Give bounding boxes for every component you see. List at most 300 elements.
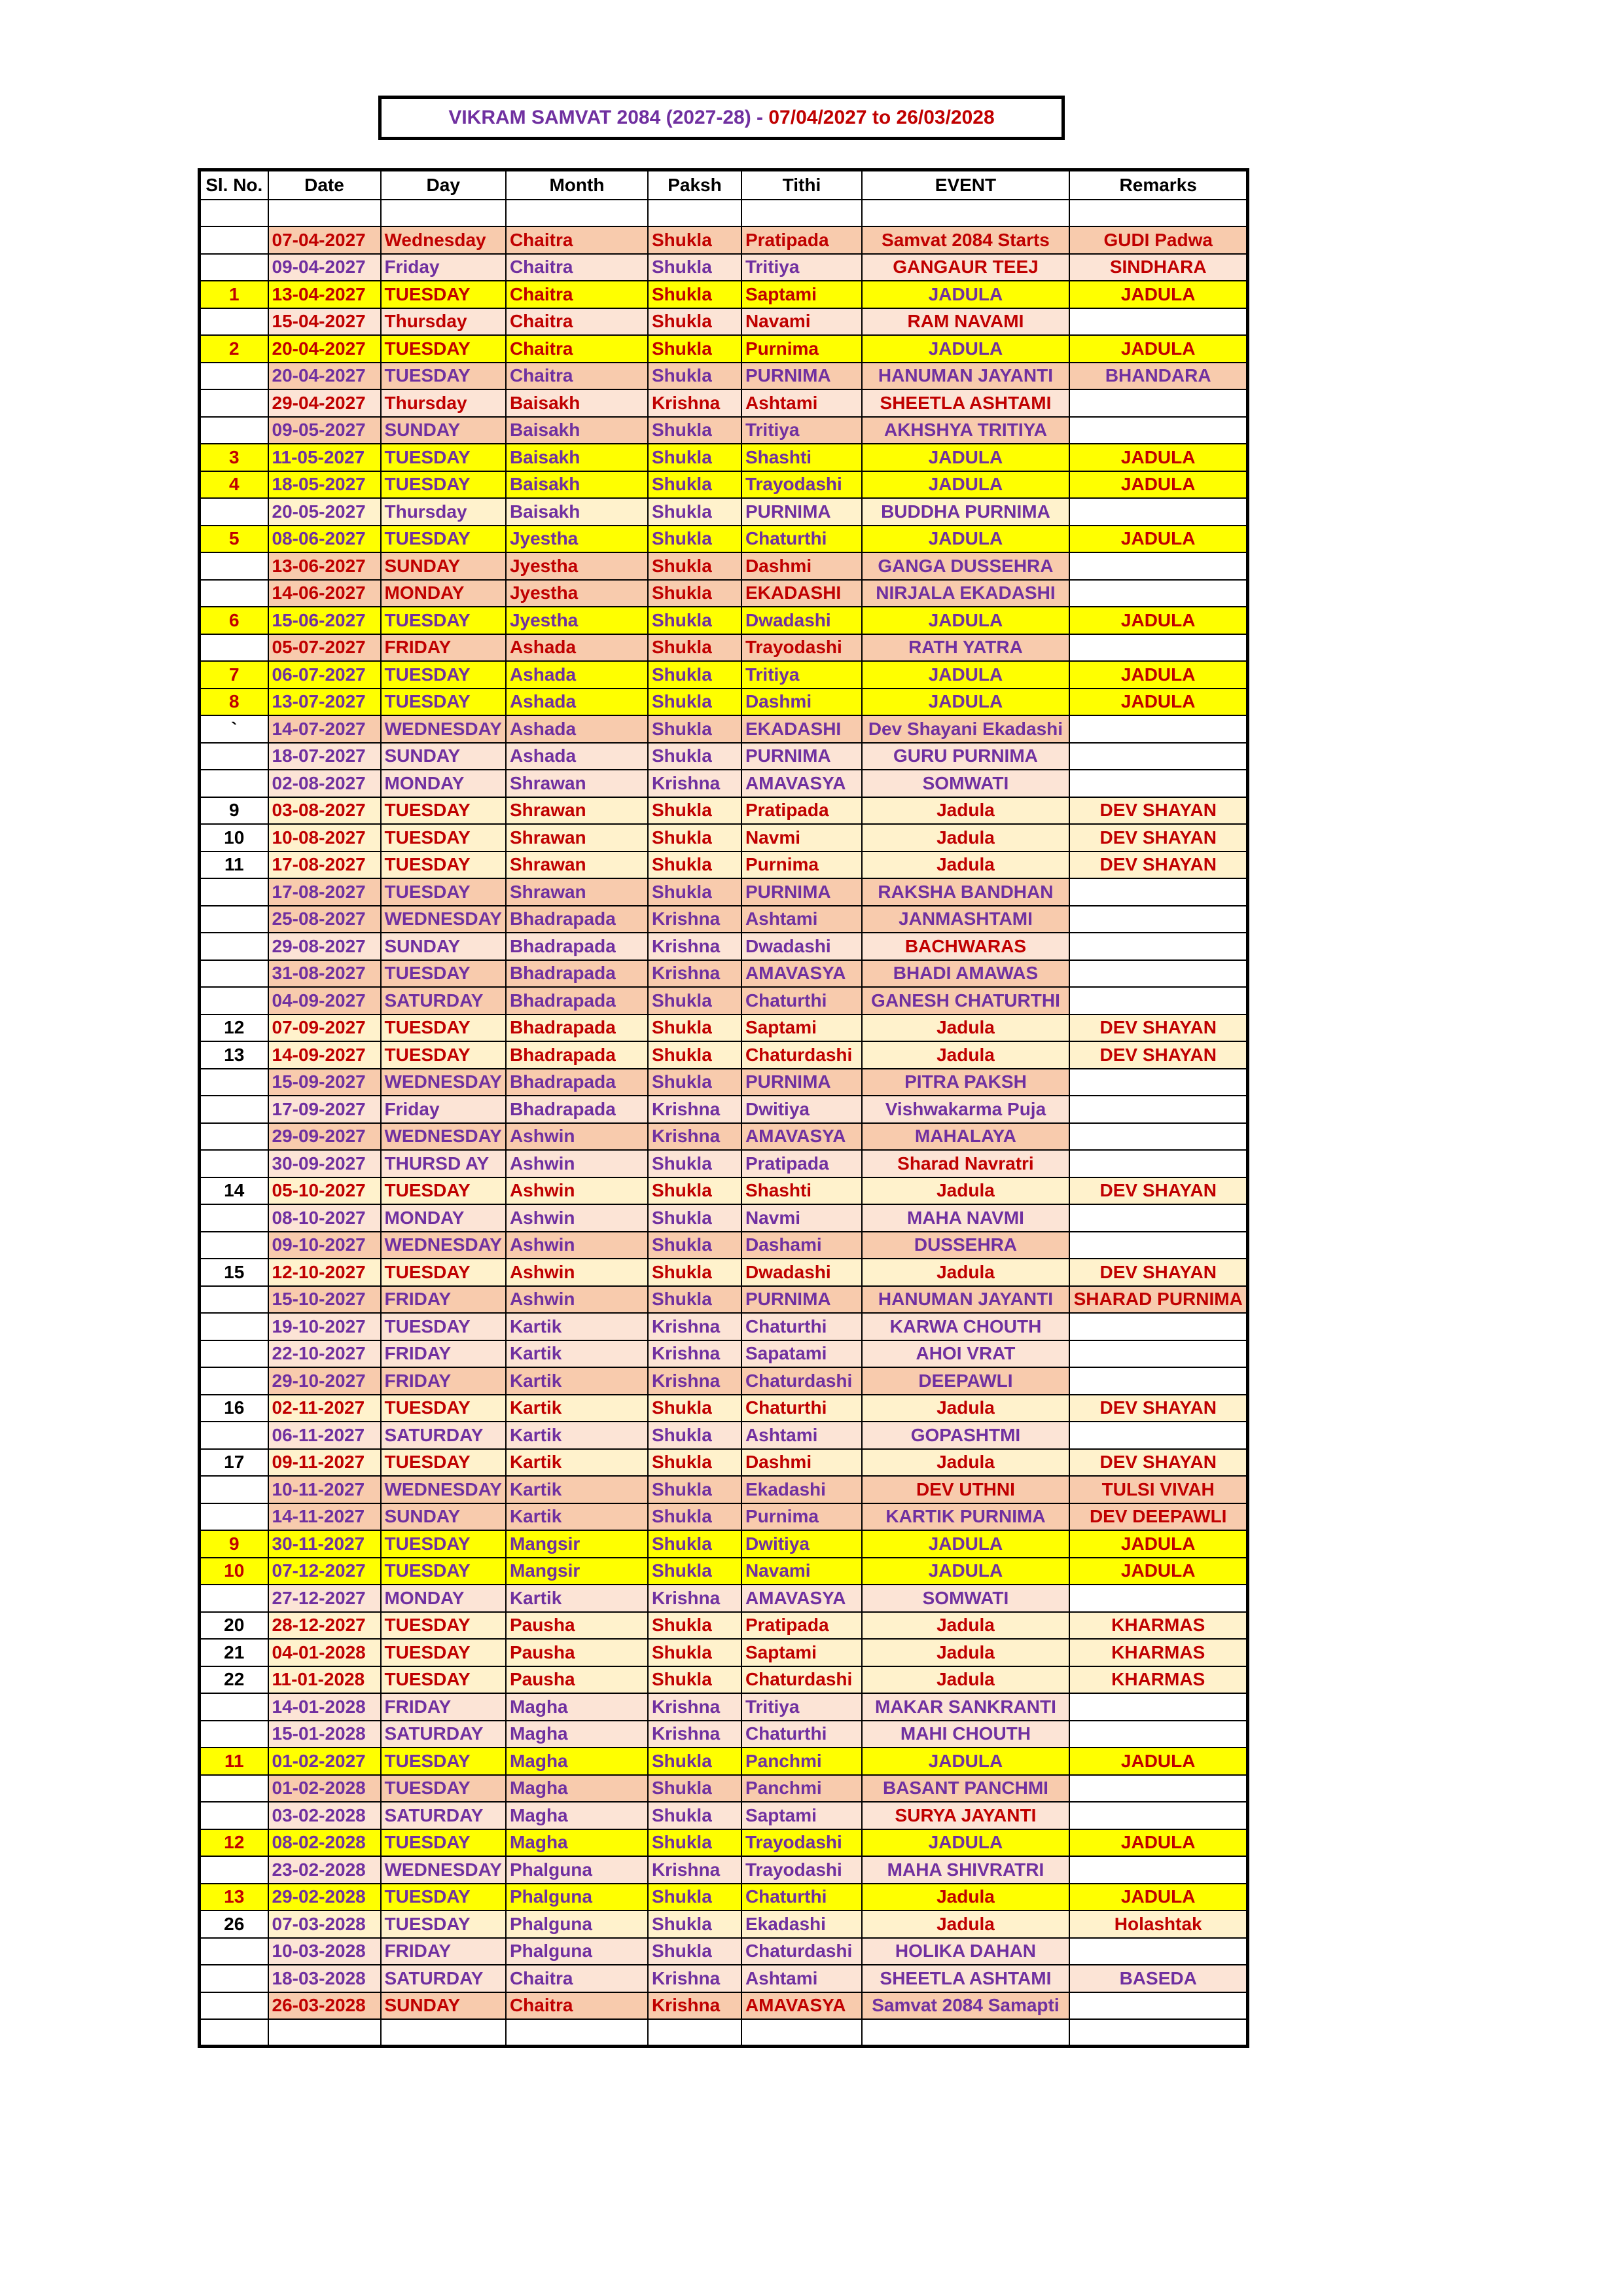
cell-paksh: Krishna	[648, 1313, 741, 1340]
cell-day: TUESDAY	[381, 444, 506, 471]
cell-event: DUSSEHRA	[862, 1232, 1069, 1259]
cell-event: Samvat 2084 Starts	[862, 226, 1069, 254]
cell-month: Magha	[506, 1721, 648, 1748]
cell-event: JADULA	[862, 444, 1069, 471]
cell-month: Baisakh	[506, 471, 648, 499]
cell-remarks: DEV SHAYAN	[1069, 1041, 1248, 1069]
cell-month: Ashwin	[506, 1259, 648, 1286]
table-row	[200, 1829, 1248, 1857]
cell-event: GANGAUR TEEJ	[862, 254, 1069, 281]
cell-sl-no	[200, 1123, 268, 1151]
cell-paksh: Shukla	[648, 1150, 741, 1177]
table-row	[200, 1340, 1248, 1368]
cell-tithi: PURNIMA	[741, 498, 862, 526]
cell-month: Bhadrapada	[506, 1069, 648, 1096]
cell-paksh: Shukla	[648, 526, 741, 553]
cell-paksh: Shukla	[648, 1476, 741, 1503]
table-row	[200, 1585, 1248, 1612]
cell-month: Mangsir	[506, 1530, 648, 1558]
cell-sl-no	[200, 1150, 268, 1177]
cell-paksh: Shukla	[648, 308, 741, 336]
cell-date: 09-11-2027	[268, 1449, 381, 1477]
table-row	[200, 1910, 1248, 1938]
cell-sl-no: 10	[200, 824, 268, 852]
cell-month: Bhadrapada	[506, 1096, 648, 1123]
cell-month: Shrawan	[506, 770, 648, 797]
cell-remarks: Holashtak	[1069, 1910, 1248, 1938]
cell-remarks	[1069, 1204, 1248, 1232]
cell-remarks: DEV SHAYAN	[1069, 1177, 1248, 1205]
cell-remarks: JADULA	[1069, 444, 1248, 471]
cell-event: BASANT PANCHMI	[862, 1775, 1069, 1803]
cell-tithi: Saptami	[741, 1639, 862, 1666]
cell-event: SURYA JAYANTI	[862, 1802, 1069, 1829]
cell-day: Friday	[381, 254, 506, 281]
cell-sl-no	[200, 580, 268, 607]
cell-day: TUESDAY	[381, 1014, 506, 1042]
table-row	[200, 1286, 1248, 1314]
cell-day: WEDNESDAY	[381, 1232, 506, 1259]
cell-sl-no	[200, 308, 268, 336]
cell-tithi: Pratipada	[741, 1150, 862, 1177]
cell-remarks	[1069, 580, 1248, 607]
table-row	[200, 200, 1248, 227]
cell-event: NIRJALA EKADASHI	[862, 580, 1069, 607]
cell-day: TUESDAY	[381, 1530, 506, 1558]
cell-paksh: Krishna	[648, 1856, 741, 1884]
cell-month: Ashwin	[506, 1177, 648, 1205]
cell-remarks	[1069, 1340, 1248, 1368]
table-row	[200, 1096, 1248, 1123]
table-row	[200, 1612, 1248, 1640]
cell-paksh: Krishna	[648, 1965, 741, 1992]
cell-paksh: Krishna	[648, 389, 741, 417]
cell-day: FRIDAY	[381, 1286, 506, 1314]
cell-paksh: Shukla	[648, 552, 741, 580]
table-row	[200, 878, 1248, 906]
title-date-range: 07/04/2027 to 26/03/2028	[768, 107, 995, 128]
cell-day: TUESDAY	[381, 824, 506, 852]
cell-remarks: JADULA	[1069, 526, 1248, 553]
cell-month: Ashada	[506, 743, 648, 770]
cell-event: Jadula	[862, 1395, 1069, 1422]
cell-paksh: Krishna	[648, 1123, 741, 1151]
cell-month: Chaitra	[506, 281, 648, 308]
cell-paksh: Shukla	[648, 1666, 741, 1694]
cell-sl-no: 8	[200, 689, 268, 716]
cell-remarks	[1069, 1802, 1248, 1829]
cell-tithi: AMAVASYA	[741, 960, 862, 988]
cell-date: 14-06-2027	[268, 580, 381, 607]
cell-paksh: Shukla	[648, 417, 741, 444]
cell-date: 10-08-2027	[268, 824, 381, 852]
table-row	[200, 1503, 1248, 1531]
cell-paksh: Shukla	[648, 1014, 741, 1042]
table-row	[200, 1204, 1248, 1232]
cell-remarks: BASEDA	[1069, 1965, 1248, 1992]
cell-paksh: Shukla	[648, 1530, 741, 1558]
cell-date: 30-09-2027	[268, 1150, 381, 1177]
cell-remarks	[1069, 715, 1248, 743]
cell-date: 01-02-2027	[268, 1748, 381, 1775]
cell-sl-no	[200, 1775, 268, 1803]
cell-paksh	[648, 200, 741, 227]
table-row	[200, 1232, 1248, 1259]
cell-sl-no	[200, 1367, 268, 1395]
cell-sl-no	[200, 987, 268, 1014]
table-row	[200, 1367, 1248, 1395]
cell-month: Kartik	[506, 1367, 648, 1395]
cell-tithi: Chaturdashi	[741, 1938, 862, 1965]
cell-sl-no	[200, 1313, 268, 1340]
cell-event: JADULA	[862, 607, 1069, 634]
cell-sl-no	[200, 770, 268, 797]
header-date: Date	[268, 170, 381, 200]
cell-day: TUESDAY	[381, 878, 506, 906]
cell-date: 04-09-2027	[268, 987, 381, 1014]
cell-sl-no	[200, 1938, 268, 1965]
cell-date: 04-01-2028	[268, 1639, 381, 1666]
table-row	[200, 634, 1248, 662]
cell-day: TUESDAY	[381, 1639, 506, 1666]
cell-date: 07-12-2027	[268, 1558, 381, 1585]
cell-sl-no	[200, 634, 268, 662]
cell-sl-no: 5	[200, 526, 268, 553]
cell-sl-no	[200, 1422, 268, 1449]
cell-remarks: JADULA	[1069, 607, 1248, 634]
table-row	[200, 1530, 1248, 1558]
cell-sl-no: 20	[200, 1612, 268, 1640]
cell-tithi: Trayodashi	[741, 471, 862, 499]
cell-tithi: Tritiya	[741, 1693, 862, 1721]
cell-sl-no: 26	[200, 1910, 268, 1938]
header-row	[200, 170, 1248, 200]
cell-sl-no: `	[200, 715, 268, 743]
cell-sl-no	[200, 1992, 268, 2020]
cell-day: SUNDAY	[381, 1503, 506, 1531]
cell-remarks	[1069, 1721, 1248, 1748]
cell-paksh: Shukla	[648, 797, 741, 825]
cell-paksh: Shukla	[648, 1503, 741, 1531]
cell-paksh: Shukla	[648, 987, 741, 1014]
table-row	[200, 743, 1248, 770]
cell-sl-no: 17	[200, 1449, 268, 1477]
cell-event: AKHSHYA TRITIYA	[862, 417, 1069, 444]
table-row	[200, 1449, 1248, 1477]
cell-tithi: Navmi	[741, 1204, 862, 1232]
cell-month: Chaitra	[506, 335, 648, 363]
table-row	[200, 1177, 1248, 1205]
cell-remarks: DEV SHAYAN	[1069, 1449, 1248, 1477]
cell-remarks	[1069, 1992, 1248, 2020]
cell-sl-no	[200, 1721, 268, 1748]
cell-event: JADULA	[862, 661, 1069, 689]
cell-remarks: SINDHARA	[1069, 254, 1248, 281]
cell-day: TUESDAY	[381, 363, 506, 390]
cell-sl-no: 1	[200, 281, 268, 308]
cell-event: Jadula	[862, 1666, 1069, 1694]
cell-sl-no	[200, 1069, 268, 1096]
table-row	[200, 1666, 1248, 1694]
cell-month: Chaitra	[506, 226, 648, 254]
table-row	[200, 906, 1248, 933]
cell-paksh: Shukla	[648, 1069, 741, 1096]
table-row	[200, 1884, 1248, 1911]
cell-date: 07-03-2028	[268, 1910, 381, 1938]
cell-remarks: JADULA	[1069, 689, 1248, 716]
cell-tithi: Pratipada	[741, 797, 862, 825]
cell-remarks	[1069, 770, 1248, 797]
cell-remarks	[1069, 308, 1248, 336]
cell-tithi: Purnima	[741, 335, 862, 363]
cell-tithi: Pratipada	[741, 226, 862, 254]
cell-paksh: Shukla	[648, 1449, 741, 1477]
cell-date: 05-10-2027	[268, 1177, 381, 1205]
cell-sl-no: 22	[200, 1666, 268, 1694]
cell-remarks: GUDI Padwa	[1069, 226, 1248, 254]
cell-month: Baisakh	[506, 444, 648, 471]
cell-month: Magha	[506, 1775, 648, 1803]
cell-event: BUDDHA PURNIMA	[862, 498, 1069, 526]
cell-day: TUESDAY	[381, 852, 506, 879]
table-row	[200, 715, 1248, 743]
cell-remarks	[1069, 1150, 1248, 1177]
cell-month: Chaitra	[506, 1965, 648, 1992]
cell-tithi: Ashtami	[741, 906, 862, 933]
cell-tithi: PURNIMA	[741, 363, 862, 390]
cell-day: SATURDAY	[381, 1721, 506, 1748]
cell-date	[268, 200, 381, 227]
cell-day: WEDNESDAY	[381, 1476, 506, 1503]
cell-date: 06-07-2027	[268, 661, 381, 689]
cell-tithi: Trayodashi	[741, 1829, 862, 1857]
cell-event: AHOI VRAT	[862, 1340, 1069, 1368]
table-row	[200, 1069, 1248, 1096]
cell-date: 17-08-2027	[268, 852, 381, 879]
cell-day: SUNDAY	[381, 552, 506, 580]
cell-remarks	[1069, 1367, 1248, 1395]
table-body	[200, 200, 1248, 2047]
cell-month: Kartik	[506, 1449, 648, 1477]
cell-event: MAKAR SANKRANTI	[862, 1693, 1069, 1721]
table-row	[200, 852, 1248, 879]
cell-paksh: Krishna	[648, 1585, 741, 1612]
cell-month: Bhadrapada	[506, 933, 648, 960]
cell-remarks: DEV SHAYAN	[1069, 1395, 1248, 1422]
cell-sl-no	[200, 878, 268, 906]
cell-month: Ashada	[506, 634, 648, 662]
cell-month: Ashwin	[506, 1150, 648, 1177]
cell-month: Chaitra	[506, 254, 648, 281]
cell-sl-no: 3	[200, 444, 268, 471]
table-row	[200, 417, 1248, 444]
cell-date: 29-02-2028	[268, 1884, 381, 1911]
cell-event: Jadula	[862, 824, 1069, 852]
cell-tithi: Shashti	[741, 1177, 862, 1205]
cell-tithi: Ashtami	[741, 1965, 862, 1992]
table-row	[200, 335, 1248, 363]
header-remarks: Remarks	[1069, 170, 1248, 200]
cell-month: Baisakh	[506, 389, 648, 417]
cell-month: Bhadrapada	[506, 960, 648, 988]
cell-date: 20-04-2027	[268, 335, 381, 363]
table-row	[200, 689, 1248, 716]
cell-date: 29-08-2027	[268, 933, 381, 960]
cell-day: Thursday	[381, 308, 506, 336]
cell-event: HOLIKA DAHAN	[862, 1938, 1069, 1965]
cell-paksh: Shukla	[648, 1232, 741, 1259]
cell-month: Shrawan	[506, 878, 648, 906]
cell-month: Ashwin	[506, 1286, 648, 1314]
table-row	[200, 1938, 1248, 1965]
cell-event: GANGA DUSSEHRA	[862, 552, 1069, 580]
cell-sl-no: 9	[200, 1530, 268, 1558]
cell-event	[862, 200, 1069, 227]
cell-date: 18-05-2027	[268, 471, 381, 499]
cell-tithi: Saptami	[741, 1802, 862, 1829]
cell-sl-no	[200, 1856, 268, 1884]
cell-remarks: JADULA	[1069, 335, 1248, 363]
cell-tithi: AMAVASYA	[741, 1585, 862, 1612]
cell-tithi: Dashmi	[741, 552, 862, 580]
cell-tithi: Saptami	[741, 1014, 862, 1042]
cell-date: 29-09-2027	[268, 1123, 381, 1151]
cell-day: TUESDAY	[381, 526, 506, 553]
cell-remarks: KHARMAS	[1069, 1639, 1248, 1666]
table-row	[200, 1856, 1248, 1884]
cell-month: Kartik	[506, 1503, 648, 1531]
cell-remarks	[1069, 878, 1248, 906]
cell-date: 05-07-2027	[268, 634, 381, 662]
cell-paksh: Shukla	[648, 1612, 741, 1640]
cell-event: Jadula	[862, 1177, 1069, 1205]
cell-remarks: DEV SHAYAN	[1069, 797, 1248, 825]
cell-paksh: Shukla	[648, 1422, 741, 1449]
cell-remarks	[1069, 417, 1248, 444]
cell-remarks: JADULA	[1069, 471, 1248, 499]
cell-month: Jyestha	[506, 526, 648, 553]
cell-day: SATURDAY	[381, 987, 506, 1014]
cell-sl-no: 12	[200, 1014, 268, 1042]
cell-tithi: Chaturthi	[741, 987, 862, 1014]
cell-event: SOMWATI	[862, 1585, 1069, 1612]
cell-day: WEDNESDAY	[381, 1069, 506, 1096]
cell-event: RAKSHA BANDHAN	[862, 878, 1069, 906]
table-row	[200, 254, 1248, 281]
cell-tithi: Saptami	[741, 281, 862, 308]
cell-tithi: Chaturdashi	[741, 1041, 862, 1069]
cell-day: TUESDAY	[381, 1177, 506, 1205]
cell-day: TUESDAY	[381, 1666, 506, 1694]
cell-date: 15-06-2027	[268, 607, 381, 634]
cell-remarks	[1069, 1313, 1248, 1340]
cell-event: Jadula	[862, 1449, 1069, 1477]
cell-month: Kartik	[506, 1476, 648, 1503]
cell-day: WEDNESDAY	[381, 906, 506, 933]
table-row	[200, 607, 1248, 634]
cell-date: 15-09-2027	[268, 1069, 381, 1096]
cell-event: JADULA	[862, 335, 1069, 363]
cell-paksh: Krishna	[648, 1693, 741, 1721]
cell-day: SATURDAY	[381, 1965, 506, 1992]
cell-day: TUESDAY	[381, 661, 506, 689]
cell-paksh: Krishna	[648, 906, 741, 933]
cell-remarks	[1069, 987, 1248, 1014]
table-row	[200, 1422, 1248, 1449]
cell-paksh: Shukla	[648, 743, 741, 770]
cell-sl-no	[200, 743, 268, 770]
cell-day: FRIDAY	[381, 1938, 506, 1965]
cell-tithi: Panchmi	[741, 1748, 862, 1775]
cell-tithi: EKADASHI	[741, 715, 862, 743]
table-row	[200, 797, 1248, 825]
table-row	[200, 1313, 1248, 1340]
cell-date: 02-11-2027	[268, 1395, 381, 1422]
cell-date: 20-05-2027	[268, 498, 381, 526]
cell-day: MONDAY	[381, 580, 506, 607]
cell-date: 20-04-2027	[268, 363, 381, 390]
cell-sl-no	[200, 906, 268, 933]
cell-event: JADULA	[862, 689, 1069, 716]
cell-sl-no	[200, 1965, 268, 1992]
cell-date: 13-06-2027	[268, 552, 381, 580]
cell-month: Kartik	[506, 1422, 648, 1449]
cell-paksh: Krishna	[648, 1096, 741, 1123]
table-row	[200, 1748, 1248, 1775]
cell-remarks	[1069, 960, 1248, 988]
cell-paksh: Shukla	[648, 634, 741, 662]
cell-day: TUESDAY	[381, 1395, 506, 1422]
cell-month	[506, 2019, 648, 2047]
cell-paksh: Shukla	[648, 1775, 741, 1803]
cell-tithi: AMAVASYA	[741, 770, 862, 797]
cell-sl-no	[200, 552, 268, 580]
cell-month: Bhadrapada	[506, 987, 648, 1014]
cell-tithi: Ekadashi	[741, 1476, 862, 1503]
cell-paksh: Shukla	[648, 1748, 741, 1775]
cell-event: Sharad Navratri	[862, 1150, 1069, 1177]
cell-sl-no	[200, 498, 268, 526]
cell-day: FRIDAY	[381, 1340, 506, 1368]
cell-sl-no	[200, 417, 268, 444]
cell-day: TUESDAY	[381, 1558, 506, 1585]
cell-event: Dev Shayani Ekadashi	[862, 715, 1069, 743]
cell-sl-no: 6	[200, 607, 268, 634]
cell-remarks: JADULA	[1069, 1748, 1248, 1775]
cell-remarks: SHARAD PURNIMA	[1069, 1286, 1248, 1314]
cell-sl-no	[200, 1232, 268, 1259]
cell-sl-no: 11	[200, 1748, 268, 1775]
cell-remarks	[1069, 1856, 1248, 1884]
cell-paksh: Shukla	[648, 363, 741, 390]
cell-sl-no	[200, 1503, 268, 1531]
cell-paksh: Shukla	[648, 444, 741, 471]
cell-day: TUESDAY	[381, 1313, 506, 1340]
cell-tithi: Dashmi	[741, 689, 862, 716]
cell-month: Mangsir	[506, 1558, 648, 1585]
cell-tithi: Pratipada	[741, 1612, 862, 1640]
cell-sl-no	[200, 1286, 268, 1314]
table-row	[200, 1558, 1248, 1585]
cell-tithi: Dwitiya	[741, 1096, 862, 1123]
cell-paksh: Shukla	[648, 471, 741, 499]
cell-paksh	[648, 2019, 741, 2047]
cell-date: 19-10-2027	[268, 1313, 381, 1340]
table-row	[200, 1721, 1248, 1748]
cell-remarks	[1069, 1422, 1248, 1449]
cell-remarks: JADULA	[1069, 281, 1248, 308]
cell-event: PITRA PAKSH	[862, 1069, 1069, 1096]
